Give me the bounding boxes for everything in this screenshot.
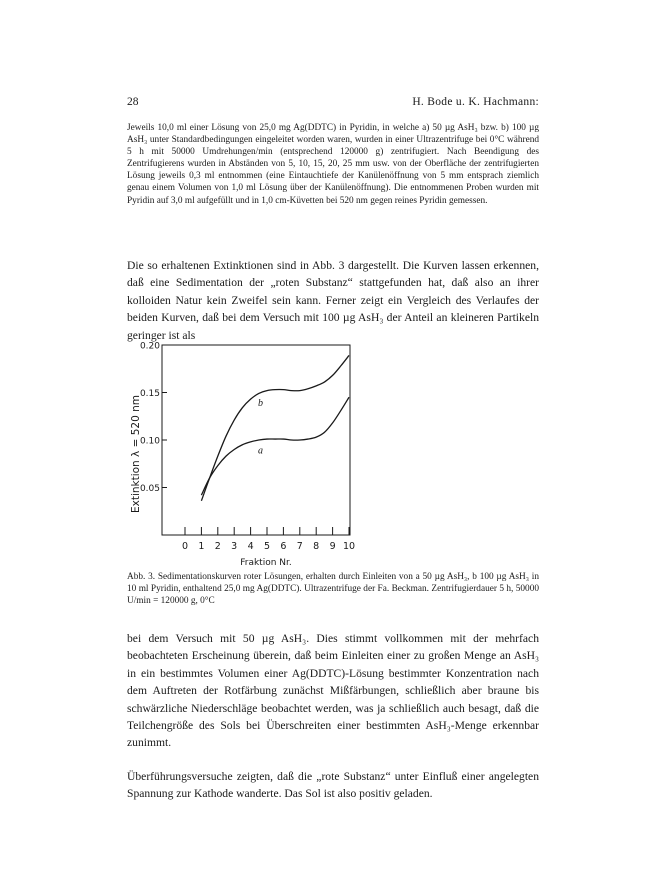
body-paragraph-2: bei dem Versuch mit 50 µg AsH₃. Dies stimmt vollkommen mit der mehrfach beobachteten Erscheinung überein, daß beim Einleiten einer zu großen Menge an AsH₃ in ein bestimmtes Volumen einer Ag(DDTC)-Lösung bestimmter Konzentration nach dem Auftreten der Rotfärbung zunächst Mißfärbungen, schließlich aber braune bis schwärzliche Niederschläge beobachtet werden, was ja schließlich auch besagt, daß die Teilchengröße des Sols bei Überschreiten einer bestimmten AsH₃-Menge erkennbar zunimmt. — [127, 632, 539, 750]
figure-3 — [127, 336, 539, 568]
x-tick-label-2: 2 — [214, 541, 221, 552]
x-tick-label-4: 4 — [247, 541, 254, 552]
x-tick-label-3: 3 — [231, 541, 238, 552]
x-tick-label-10: 10 — [342, 541, 356, 552]
y-tick-label-0: 0.05 — [139, 484, 160, 494]
y-tick-label-3: 0.20 — [139, 341, 160, 352]
x-tick-label-9: 9 — [329, 541, 336, 552]
series-line-a — [201, 397, 349, 495]
x-tick-label-6: 6 — [280, 541, 287, 552]
body-paragraph-1: Die so erhaltenen Extinktionen sind in Abb. 3 dargestellt. Die Kurven lassen erkennen, daß eine Sedimentation der „roten Substanz“ stattgefunden hat, daß also an ihrer kolloiden Natur kein Zweifel sein kann. Ferner zeigt ein Vergleich des Verlaufes der beiden Kurven, daß bei dem Versuch mit 100 µg AsH₃ der Anteil an kleineren Partikeln geringer ist als — [127, 259, 539, 342]
x-tick-label-7: 7 — [296, 541, 303, 552]
figure-caption: Abb. 3. Sedimentationskurven roter Lösungen, erhalten durch Einleiten von a 50 µg AsH₃, b 100 µg AsH₃ in 10 ml Pyridin, enthaltend 25,0 mg Ag(DDTC). Ultrazentrifuge der Fa. Beckman. Zentrifugierdauer 5 h, 50000 U/min = 120000 g, 0°C — [127, 572, 539, 607]
methods-paragraph: Jeweils 10,0 ml einer Lösung von 25,0 mg Ag(DDTC) in Pyridin, in welche a) 50 µg AsH₃ bzw. b) 100 µg AsH₃ unter Standardbedingungen eingeleitet worden waren, wurden in einer Ultrazentrifuge bei 0°C während 5 h mit 50000 Umdrehungen/min (entsprechend 120000 g) zentrifugiert. Nach Beendigung des Zentrifugierens wurden in Abständen von 5, 10, 15, 20, 25 mm usw. von der Oberfläche der zentrifugierten Lösung jeweils 0,3 ml entnommen (eine Eintauchtiefe der Kanülenöffnung von 5 mm entsprach ziemlich genau einem Volumen von 1,0 ml Lösung über der Kanülenöffnung). Die entnommenen Proben wurden mit Pyridin auf 3,0 ml aufgefüllt und in 1,0 cm-Küvetten bei 520 nm gegen reines Pyridin gemessen. — [127, 123, 539, 206]
x-tick-label-1: 1 — [198, 541, 205, 552]
y-tick-label-1: 0.10 — [139, 436, 160, 447]
running-head: H. Bode u. K. Hachmann: — [412, 96, 539, 108]
x-tick-label-0: 0 — [181, 541, 189, 552]
body-paragraph-3: Überführungsversuche zeigten, daß die „rote Substanz“ unter Einfluß einer angelegten Spannung zur Kathode wanderte. Das Sol ist also positiv geladen. — [127, 770, 539, 801]
page-header — [127, 96, 539, 112]
y-axis-label: Extinktion λ = 520 nm — [130, 394, 142, 514]
sedimentation-chart — [127, 336, 539, 568]
x-axis-label: Fraktion Nr. — [240, 558, 292, 568]
x-tick-label-8: 8 — [313, 541, 320, 552]
page-number: 28 — [127, 96, 139, 108]
curve-label-a: a — [257, 445, 263, 457]
x-tick-label-5: 5 — [263, 541, 271, 552]
curve-label-b: b — [257, 397, 263, 409]
y-tick-label-2: 0.15 — [139, 389, 160, 399]
series-line-b — [201, 355, 349, 500]
